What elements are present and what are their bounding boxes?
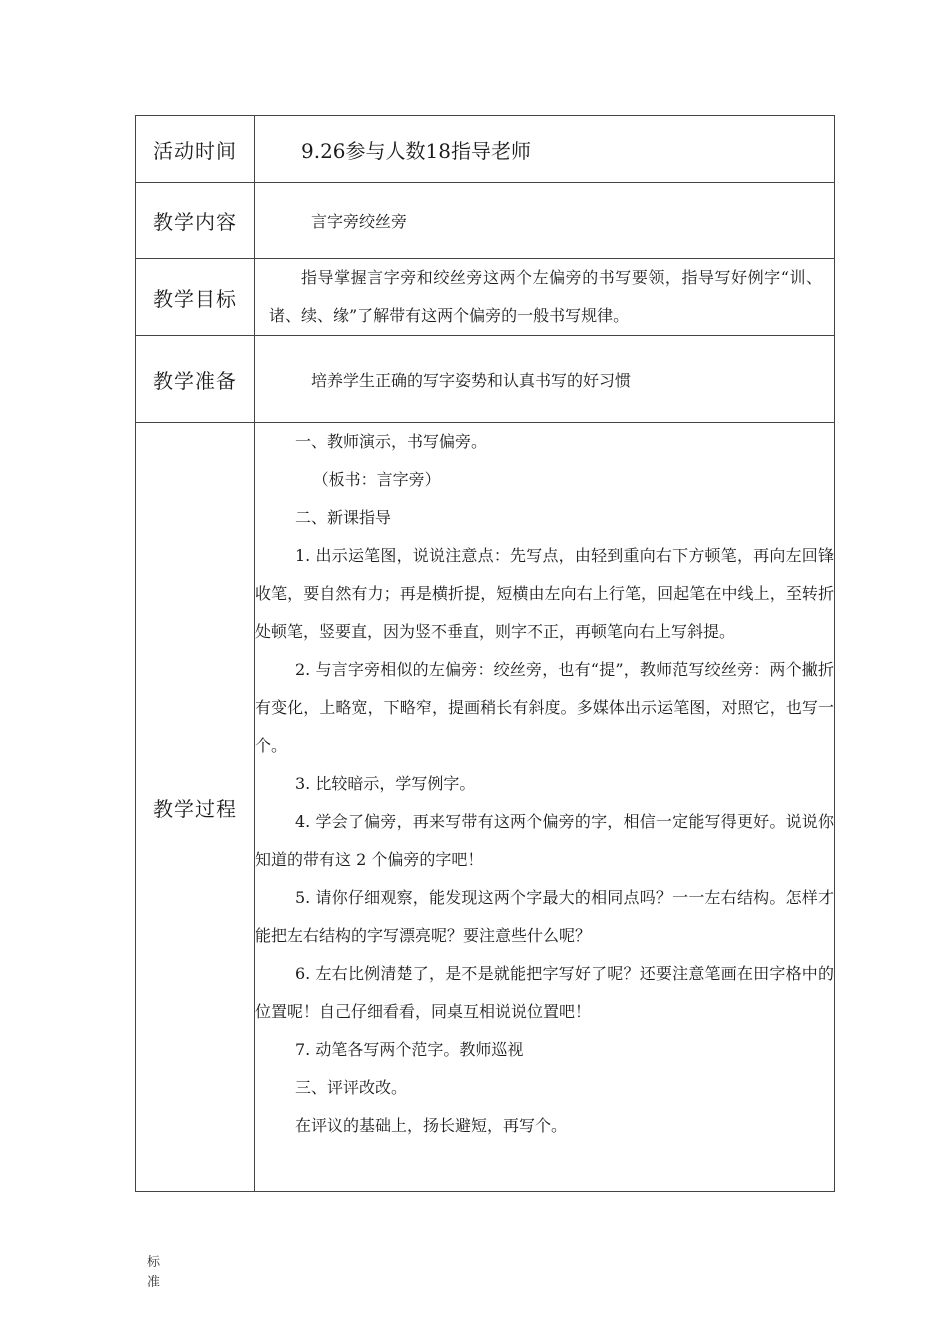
- process-paragraph: 在评议的基础上，扬长避短，再写个。: [295, 1116, 568, 1135]
- label-activity-time: 活动时间: [136, 116, 255, 183]
- value-teaching-goal: [255, 259, 835, 336]
- row-teaching-prep: [136, 336, 835, 423]
- label-teaching-prep: 教学准备: [136, 336, 255, 423]
- row-teaching-content: [136, 183, 835, 259]
- footer-line: 准: [147, 1275, 161, 1290]
- lesson-plan-table: [135, 115, 835, 1192]
- teaching-goal-text: 指导掌握言字旁和绞丝旁这两个左偏旁的书写要领，指导写好例字“训、诸、续、缘”了解带有这两个偏旁的一般书写规律。: [269, 268, 822, 325]
- label-teaching-content: 教学内容: [136, 183, 255, 259]
- row-activity-time: [136, 116, 835, 183]
- value-activity-time: [255, 116, 835, 183]
- teaching-prep-text: 培养学生正确的写字姿势和认真书写的好习惯: [311, 370, 632, 390]
- activity-time-text: 9.26参与人数18指导老师: [301, 138, 531, 163]
- process-paragraph: （板书：言字旁）: [312, 470, 441, 489]
- process-paragraph: 6. 左右比例清楚了，是不是就能把字写好了呢？还要注意笔画在田字格中的位置呢！自己仔细看看，同桌互相说说位置吧！: [255, 964, 834, 1021]
- footer-line: 标: [147, 1255, 161, 1270]
- process-paragraph: 1. 出示运笔图，说说注意点：先写点，由轻到重向右下方顿笔，再向左回锋收笔，要自然有力；再是横折提，短横由左向右上行笔，回起笔在中线上，至转折处顿笔，竖要直，因为竖不垂直，则字不正，再顿笔向右上写斜提。: [255, 546, 834, 641]
- process-paragraph: 5. 请你仔细观察，能发现这两个字最大的相同点吗？一一左右结构。怎样才能把左右结构的字写漂亮呢？要注意些什么呢？: [255, 888, 834, 945]
- process-paragraph: 三、评评改改。: [295, 1078, 408, 1097]
- value-teaching-prep: [255, 336, 835, 423]
- process-paragraph: 7. 动笔各写两个范字。教师巡视: [295, 1040, 524, 1059]
- label-teaching-process: 教学过程: [136, 423, 255, 1192]
- footer-note: [147, 1253, 167, 1293]
- process-paragraph: 一、教师演示，书写偏旁。: [295, 432, 488, 451]
- value-teaching-content: [255, 183, 835, 259]
- value-teaching-process: [255, 423, 835, 1192]
- teaching-content-text: 言字旁绞丝旁: [311, 212, 408, 231]
- row-teaching-process: [136, 423, 835, 1192]
- label-teaching-goal: 教学目标: [136, 259, 255, 336]
- process-paragraph: 4. 学会了偏旁，再来写带有这两个偏旁的字，相信一定能写得更好。说说你知道的带有这 2 个偏旁的字吧！: [255, 812, 834, 869]
- process-paragraph: 2. 与言字旁相似的左偏旁：绞丝旁，也有“提”，教师范写绞丝旁：两个撇折有变化，上略宽，下略窄，提画稍长有斜度。多媒体出示运笔图，对照它，也写一个。: [255, 660, 834, 755]
- process-paragraph: 3. 比较暗示，学写例字。: [295, 774, 476, 793]
- row-teaching-goal: [136, 259, 835, 336]
- process-paragraph: 二、新课指导: [295, 508, 392, 527]
